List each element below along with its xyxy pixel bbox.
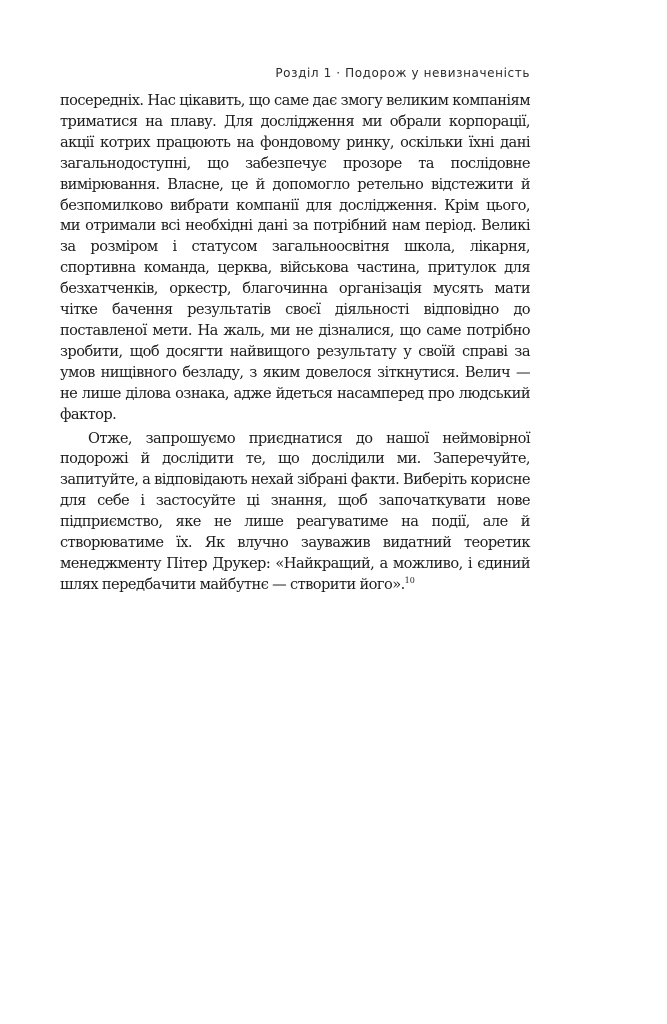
footnote-marker[interactable]: 10 <box>404 575 415 585</box>
running-header: Розділ 1 · Подорож у невизначеність <box>275 66 530 80</box>
paragraph-1-text: посередніх. Нас цікавить, що саме дає змогу великим компаніям триматися на плаву. Для дослідження ми обрали корпорації, акції котрих працюють на фондовому ринку, оскільки їхні дані загальнодоступні, що забезпечує прозоре та послідовне вимірювання. Власне, це й допомогло ретельно відстежити й безпомилково вибрати компанії для дослідження. Крім цього, ми отримали всі необхідні дані за потрібний нам період. Великі за розміром і статусом загальноосвітня школа, лікарня, спортивна команда, церква, військова частина, притулок для безхатченків, оркестр, благочинна організація мусять мати чітке бачення результатів своєї діяльності відповідно до поставленої мети. На жаль, ми не дізналися, що саме потрібно зробити, щоб досягти найвищого результату у своїй справі за умов нищівного безладу, з яким довелося зіткнутися. Велич — не лише ділова ознака, адже йдеться насамперед про людський фактор. <box>60 92 530 423</box>
paragraph-2 <box>60 429 530 596</box>
paragraph-1 <box>60 91 530 426</box>
body-text <box>60 91 530 596</box>
paragraph-2-text: Отже, запрошуємо приєднатися до нашої неймовірної подорожі й дослідити те, що дослідили ми. Заперечуйте, запитуйте, а відповідають нехай зібрані факти. Виберіть корисне для себе і застосуйте ці знання, щоб започаткувати нове підприємство, яке не лише реагуватиме на події, але й створюватиме їх. Як влучно зауважив видатний теоретик менеджменту Пітер Друкер: «Найкращий, а можливо, і єдиний шлях передбачити майбутнє — створити його». <box>60 429 530 593</box>
